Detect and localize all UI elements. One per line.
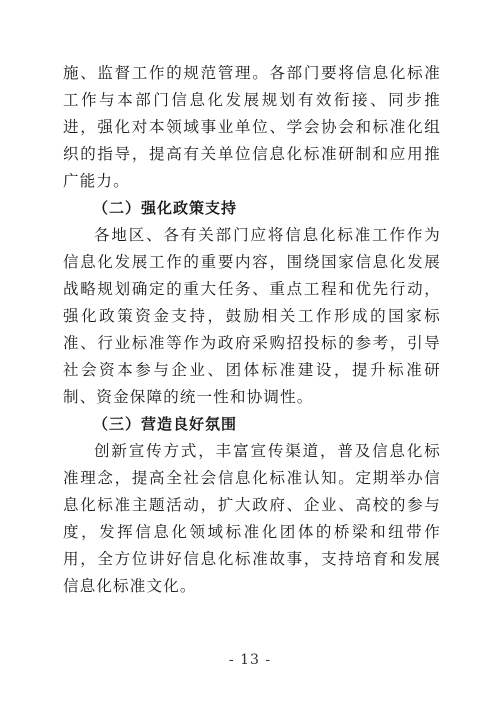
document-body	[63, 60, 441, 600]
paragraph-policy-support: 各地区、各有关部门应将信息化标准工作作为信息化发展工作的重要内容，围绕国家信息化发展战略规划确定的重大任务、重点工程和优先行动，强化政策资金支持，鼓励相关工作形成的国家标准、行业标准等作为政府采购招投标的参考，引导社会资本参与企业、团体标准建设，提升标准研制、资金保障的统一性和协调性。	[63, 226, 441, 406]
paragraph-atmosphere: 创新宣传方式，丰富宣传渠道，普及信息化标准理念，提高全社会信息化标准认知。定期举办信息化标准主题活动，扩大政府、企业、高校的参与度，发挥信息化领域标准化团体的桥梁和纽带作用，全方位讲好信息化标准故事，支持培育和发展信息化标准文化。	[63, 442, 441, 595]
paragraph-continued: 施、监督工作的规范管理。各部门要将信息化标准工作与本部门信息化发展规划有效衔接、同步推进，强化对本领域事业单位、学会协会和标准化组织的指导，提高有关单位信息化标准研制和应用推广能力。	[63, 64, 441, 190]
section-heading-atmosphere: （三）营造良好氛围	[93, 415, 238, 433]
page-number: - 13 -	[228, 652, 272, 668]
section-heading-policy-support: （二）强化政策支持	[93, 199, 238, 217]
